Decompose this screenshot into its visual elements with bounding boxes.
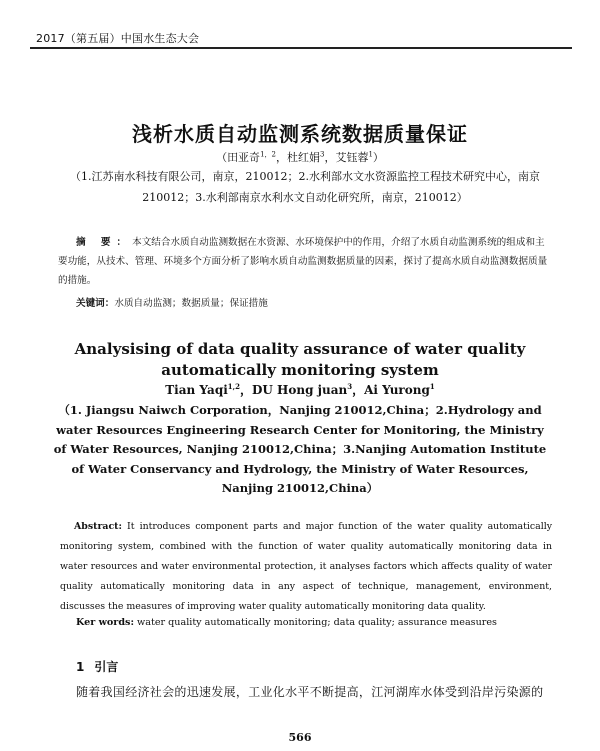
authors-cn xyxy=(0,149,600,165)
keywords-en-text: water quality automatically monitoring; data quality; assurance measures xyxy=(134,617,497,628)
abstract-en-text: It introduces component parts and major function of the water quality automatically monitoring system, combined with the function of water quality automatically monitoring data in water resources and water environmental protection, it analyses factors which affects quality of water quality automatically monitoring data in any aspect of technique, management, environment, discusses the measures of improving water quality automatically monitoring data quality. xyxy=(60,521,552,612)
author-cn-2: 杜红娟 xyxy=(286,151,320,164)
authors-en xyxy=(0,381,600,398)
header-rule xyxy=(30,47,572,49)
author-cn-1: 田亚奇 xyxy=(227,151,261,164)
paper-title-en: Analysising of data quality assurance of water quality automatically monitoring system xyxy=(74,340,526,379)
affiliations-en: （1. Jiangsu Naiwch Corporation，Nanjing 210012,China；2.Hydrology and water Resources Engineering Research Center for Monitoring, the Ministry of Water Resources, Nanjing 210012,China；3.Nanjing Automation Institute of Water Conservancy and Hydrology, the Ministry of Water Resources, Nanjing 210012,China） xyxy=(53,403,547,495)
paper-title-cn: 浅析水质自动监测系统数据质量保证 xyxy=(132,122,468,146)
abstract-cn xyxy=(58,233,550,290)
section-heading-intro xyxy=(76,658,118,675)
author-en-2: DU Hong juan xyxy=(251,383,348,397)
author-cn-3-affil: 1 xyxy=(368,150,373,159)
author-en-sep-2: ， xyxy=(352,383,365,397)
author-en-sep-1: ， xyxy=(239,383,252,397)
author-cn-sep-1: ， xyxy=(275,151,287,164)
abstract-cn-label: 摘 要： xyxy=(76,237,133,248)
keywords-en-label: Ker words: xyxy=(76,617,134,628)
authors-cn-open: （ xyxy=(216,151,228,164)
authors-cn-close: ） xyxy=(372,151,384,164)
abstract-en xyxy=(60,517,552,617)
author-cn-3: 艾钰蓉 xyxy=(335,151,369,164)
author-en-3-affil: 1 xyxy=(429,382,435,391)
body-paragraph: 随着我国经济社会的迅速发展，工业化水平不断提高，江河湖库水体受到沿岸污染源的 xyxy=(76,685,544,699)
author-cn-1-affil: 1，2 xyxy=(260,150,276,159)
abstract-cn-text: 本文结合水质自动监测数据在水资源、水环境保护中的作用，介绍了水质自动监测系统的组成和主要功能，从技术、管理、环境多个方面分析了影响水质自动监测数据质量的因素，探讨了提高水质自动监测数据质量的措施。 xyxy=(58,237,548,286)
page-number: 566 xyxy=(288,731,312,744)
author-cn-2-affil: 3 xyxy=(319,150,325,159)
author-en-1: Tian Yaqi xyxy=(165,383,228,397)
keywords-cn-text: 水质自动监测；数据质量；保证措施 xyxy=(114,298,268,309)
author-cn-sep-2: ， xyxy=(324,151,336,164)
section-number: 1 xyxy=(76,660,85,674)
author-en-1-affil: 1,2 xyxy=(227,382,240,391)
author-en-2-affil: 3 xyxy=(347,382,353,391)
author-en-3: Ai Yurong xyxy=(364,383,430,397)
keywords-cn-label: 关键词： xyxy=(76,298,115,309)
keywords-en xyxy=(76,617,497,628)
affiliations-cn: （1.江苏南水科技有限公司，南京，210012；2.水利部水文水资源监控工程技术研究中心，南京210012；3.水利部南京水利水文自动化研究所，南京，210012） xyxy=(70,170,540,204)
abstract-en-label: Abstract: xyxy=(74,521,122,532)
section-title: 引言 xyxy=(94,660,119,674)
running-header: 2017（第五届）中国水生态大会 xyxy=(36,32,200,45)
keywords-cn xyxy=(76,295,268,309)
